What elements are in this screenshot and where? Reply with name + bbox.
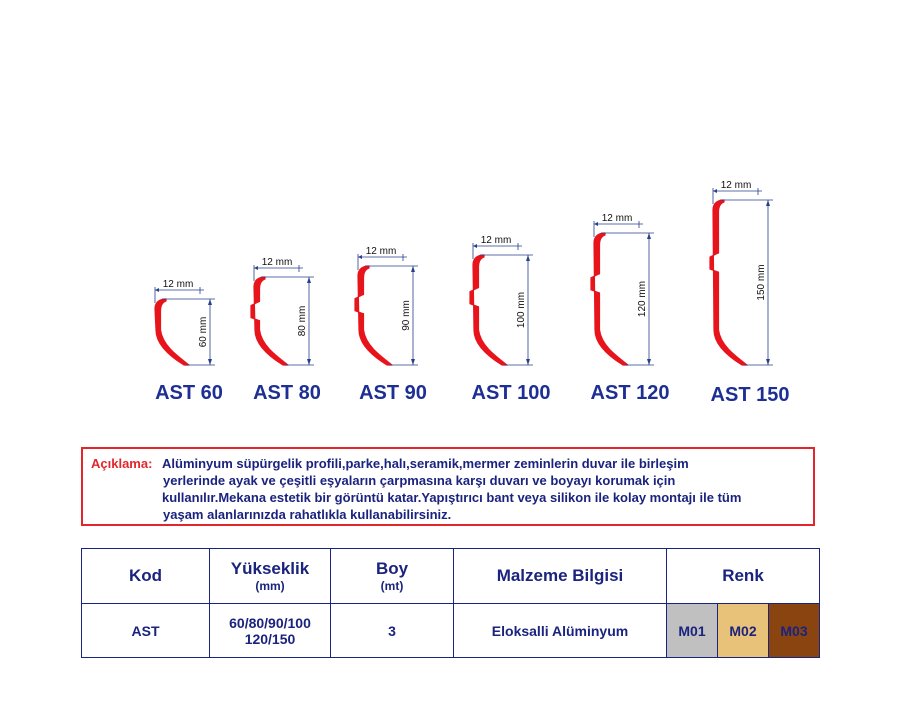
profile-ast-120 bbox=[591, 233, 628, 365]
header-yukseklik: Yükseklik (mm) bbox=[210, 549, 331, 604]
header-renk: Renk bbox=[667, 549, 820, 604]
width-dimension-label: 12 mm bbox=[601, 213, 633, 224]
width-dimension-label: 12 mm bbox=[261, 257, 293, 268]
header-boy: Boy (mt) bbox=[331, 549, 454, 604]
profile-ast-60 bbox=[155, 299, 189, 365]
width-dimension-label: 12 mm bbox=[365, 246, 397, 257]
profile-label: AST 100 bbox=[471, 382, 551, 404]
cell-malzeme: Eloksalli Alüminyum bbox=[454, 604, 667, 658]
description-line-3: kullanılır.Mekana estetik bir görüntü katar.Yapıştırıcı bant veya silikon ile kolay montajı ile tüm bbox=[162, 490, 742, 505]
height-dimension-label: 60 mm bbox=[198, 316, 209, 348]
height-dimension-label: 80 mm bbox=[297, 305, 308, 337]
profile-ast-100 bbox=[470, 255, 507, 365]
profile-ast-80 bbox=[251, 277, 288, 365]
description-line-1: Alüminyum süpürgelik profili,parke,halı,seramik,mermer zeminlerin duvar ile birleşim bbox=[162, 456, 689, 471]
profile-ast-150 bbox=[710, 200, 747, 365]
height-dimension-label: 150 mm bbox=[756, 264, 767, 301]
width-dimension-label: 12 mm bbox=[162, 279, 194, 290]
header-malzeme: Malzeme Bilgisi bbox=[454, 549, 667, 604]
profile-label: AST 120 bbox=[590, 382, 670, 404]
profile-label: AST 90 bbox=[359, 382, 427, 404]
width-dimension-label: 12 mm bbox=[720, 180, 752, 191]
description-box bbox=[81, 447, 815, 526]
color-swatch-m03: M03 bbox=[769, 604, 820, 658]
color-swatch-m02: M02 bbox=[718, 604, 769, 658]
color-swatch-m01: M01 bbox=[667, 604, 718, 658]
spec-data-row bbox=[82, 604, 820, 658]
cell-kod: AST bbox=[82, 604, 210, 658]
header-kod: Kod bbox=[82, 549, 210, 604]
profile-label: AST 150 bbox=[710, 384, 790, 406]
description-line-4: yaşam alanlarınızda rahatlıkla kullanabilirsiniz. bbox=[163, 507, 452, 522]
height-dimension-label: 120 mm bbox=[637, 280, 648, 318]
height-dimension-label: 90 mm bbox=[401, 300, 412, 331]
width-dimension-label: 12 mm bbox=[480, 235, 512, 246]
cell-yukseklik: 60/80/90/100 120/150 bbox=[210, 604, 331, 658]
profile-ast-90 bbox=[355, 266, 392, 365]
description-text bbox=[162, 455, 812, 523]
height-dimension-label: 100 mm bbox=[516, 291, 527, 329]
profile-label: AST 60 bbox=[155, 382, 223, 404]
description-line-2: yerlerinde ayak ve çeşitli eşyaların çarpmasına karşı duvarı ve boyayı korumak için bbox=[163, 473, 676, 488]
profile-label: AST 80 bbox=[253, 382, 321, 404]
cell-boy: 3 bbox=[331, 604, 454, 658]
spec-header-row bbox=[82, 549, 820, 604]
spec-table bbox=[81, 548, 820, 658]
description-title: Açıklama: bbox=[91, 456, 153, 471]
